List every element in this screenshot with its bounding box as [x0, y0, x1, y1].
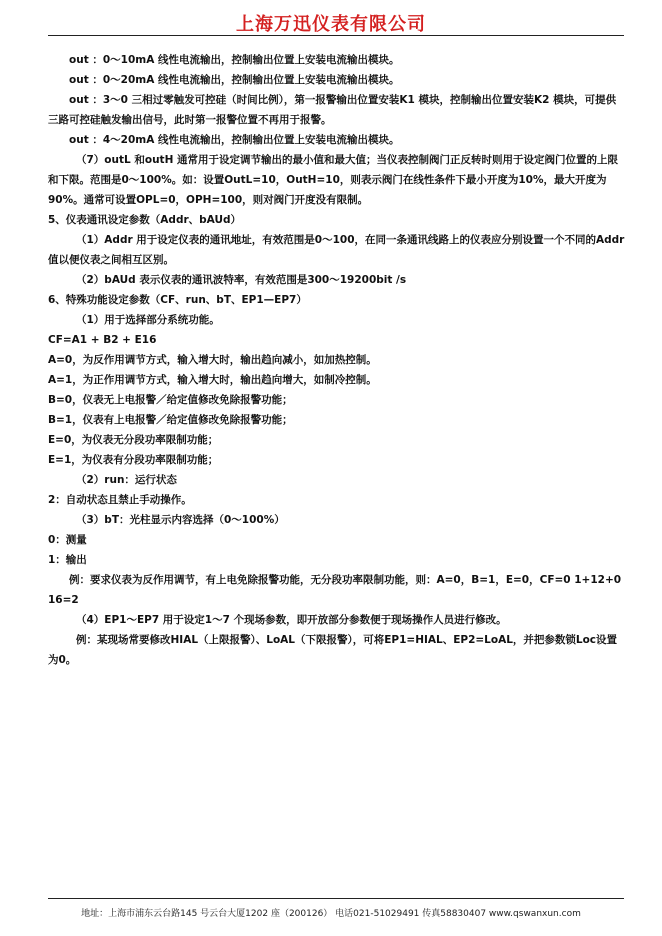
paragraph: out ：4～20mA 线性电流输出，控制输出位置上安装电流输出模块。 [69, 134, 400, 146]
company-title: 上海万迅仪表有限公司 [236, 14, 426, 35]
paragraph: out ：3～0 三相过零触发可控硅（时间比例），第一报警输出位置安装K1 模块，控制输出位置安装K2 模块，可提供三路可控硅触发输出信号，此时第一报警位置不再用于报警。 [48, 94, 617, 126]
paragraph: A=1，为正作用调节方式，输入增大时，输出趋向增大，如制冷控制。 [48, 374, 377, 386]
paragraph: 1：输出 [48, 554, 87, 566]
paragraph: A=0，为反作用调节方式，输入增大时，输出趋向减小，如加热控制。 [48, 354, 377, 366]
paragraph: E=1，为仪表有分段功率限制功能； [48, 454, 219, 466]
paragraph: out ：0～20mA 线性电流输出，控制输出位置上安装电流输出模块。 [69, 74, 400, 86]
paragraph: 例：某现场常要修改HIAL（上限报警）、LoAL（下限报警），可将EP1=HIAL、EP2=LoAL，并把参数锁Loc设置为0。 [48, 634, 618, 666]
paragraph: 5、仪表通讯设定参数（Addr、bAUd） [48, 214, 242, 226]
paragraph: E=0，为仪表无分段功率限制功能； [48, 434, 219, 446]
paragraph: 2：自动状态且禁止手动操作。 [48, 494, 192, 506]
paragraph: 6、特殊功能设定参数（CF、run、bT、EP1—EP7） [48, 294, 307, 306]
paragraph: （7）outL 和outH 通常用于设定调节输出的最小值和最大值；当仪表控制阀门正反转时则用于设定阀门位置的上限和下限。范围是0～100%。如：设置OutL=10，OutH=10，则表示阀门在线性条件下最小开度为10%，最大开度为90%。通常可设置OPL=0，OPH=100，则对阀门开度没有限制。 [48, 154, 619, 206]
paragraph: （4）EP1～EP7 用于设定1～7 个现场参数，即开放部分参数便于现场操作人员进行修改。 [76, 614, 507, 626]
document-body [48, 50, 625, 670]
paragraph: CF=A1 + B2 + E16 [48, 334, 157, 346]
paragraph: 0：测量 [48, 534, 87, 546]
paragraph: B=1，仪表有上电报警／给定值修改免除报警功能； [48, 414, 293, 426]
paragraph: B=0，仪表无上电报警／给定值修改免除报警功能； [48, 394, 293, 406]
paragraph: （3）bT：光柱显示内容选择（0～100%） [76, 514, 285, 526]
header-divider [48, 35, 624, 36]
paragraph: （2）run：运行状态 [76, 474, 177, 486]
footer-divider [48, 898, 624, 899]
paragraph: （2）bAUd 表示仪表的通讯波特率，有效范围是300～19200bit /s [76, 274, 407, 286]
paragraph: out ：0～10mA 线性电流输出，控制输出位置上安装电流输出模块。 [69, 54, 400, 66]
paragraph: （1）Addr 用于设定仪表的通讯地址，有效范围是0～100，在同一条通讯线路上的仪表应分别设置一个不同的Addr 值以便仪表之间相互区别。 [48, 234, 625, 266]
paragraph: 例：要求仪表为反作用调节，有上电免除报警功能，无分段功率限制功能，则：A=0，B=1，E=0，CF=0 1+12+0 16=2 [48, 574, 622, 606]
paragraph: （1）用于选择部分系统功能。 [76, 314, 220, 326]
footer-address: 地址：上海市浦东云台路145 号云台大厦1202 座（200126） 电话021-51029491 传真58830407 www.qswanxun.com [81, 909, 581, 919]
